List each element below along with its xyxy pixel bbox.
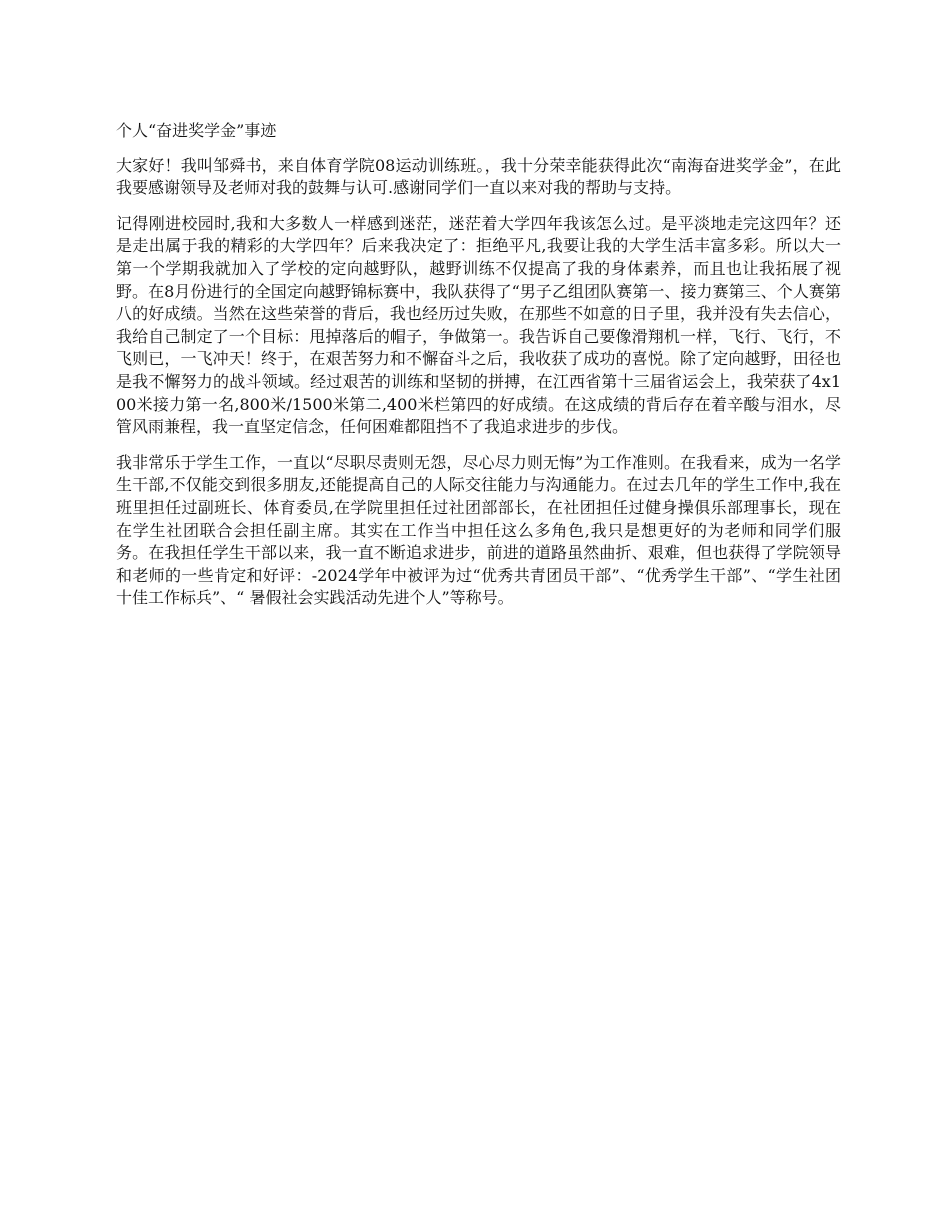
paragraph-intro: 大家好！我叫邹舜书，来自体育学院08运动训练班。，我十分荣幸能获得此次“南海奋进奖学金”，在此我要感谢领导及老师对我的鼓舞与认可.感谢同学们一直以来对我的帮助与支持。 xyxy=(116,155,841,198)
paragraph-achievements: 记得刚进校园时,我和大多数人一样感到迷茫，迷茫着大学四年我该怎么过。是平淡地走完这四年？还是走出属于我的精彩的大学四年？后来我决定了：拒绝平凡,我要让我的大学生活丰富多彩。所以大一第一个学期我就加入了学校的定向越野队，越野训练不仅提高了我的身体素养，而且也让我拓展了视野。在8月份进行的全国定向越野锦标赛中，我队获得了“男子乙组团队赛第一、接力赛第三、个人赛第八的好成绩。当然在这些荣誉的背后，我也经历过失败，在那些不如意的日子里，我并没有失去信心，我给自己制定了一个目标：甩掉落后的帽子，争做第一。我告诉自己要像滑翔机一样，飞行、飞行，不飞则已，一飞冲天！终于，在艰苦努力和不懈奋斗之后，我收获了成功的喜悦。除了定向越野，田径也是我不懈努力的战斗领域。经过艰苦的训练和坚韧的拼搏，在江西省第十三届省运会上，我荣获了4x100米接力第一名,800米/1500米第二,400米栏第四的好成绩。在这成绩的背后存在着辛酸与泪水，尽管风雨兼程，我一直坚定信念，任何困难都阻挡不了我追求进步的步伐。 xyxy=(116,213,841,437)
paragraph-student-work: 我非常乐于学生工作，一直以“尽职尽责则无怨，尽心尽力则无悔”为工作准则。在我看来，成为一名学生干部,不仅能交到很多朋友,还能提高自己的人际交往能力与沟通能力。在过去几年的学生工作中,我在班里担任过副班长、体育委员,在学院里担任过社团部部长，在社团担任过健身操俱乐部理事长，现在在学生社团联合会担任副主席。其实在工作当中担任这么多角色,我只是想更好的为老师和同学们服务。在我担任学生干部以来，我一直不断追求进步，前进的道路虽然曲折、艰难，但也获得了学院领导和老师的一些肯定和好评：-2024学年中被评为过“优秀共青团员干部”、“优秀学生干部”、“学生社团十佳工作标兵”、“ 暑假社会实践活动先进个人”等称号。 xyxy=(116,452,841,608)
document-page xyxy=(116,120,841,623)
document-title: 个人“奋进奖学金”事迹 xyxy=(116,121,277,140)
